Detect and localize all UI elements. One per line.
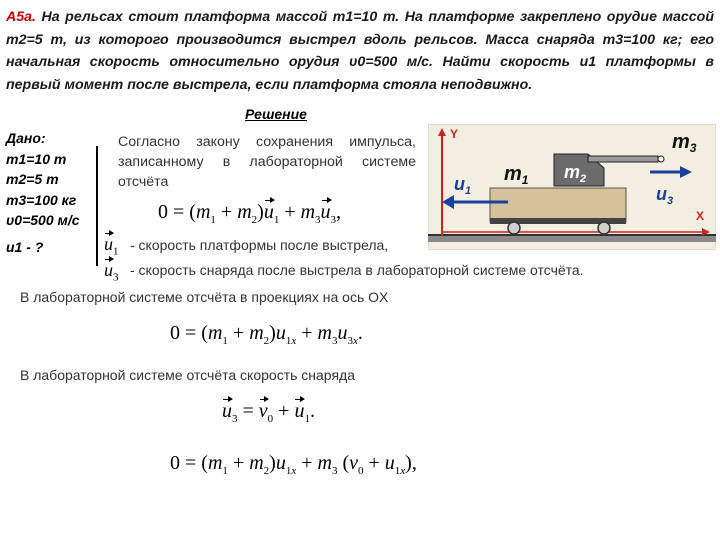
projection-label: В лабораторной системе отсчёта в проекциях на ось OX — [20, 289, 389, 305]
problem-text: На рельсах стоит платформа массой m1=10 т. На платформе закреплено орудие массой m2=5 т, из которого производится выстрел вдоль рельсов. Масса снаряда m3=100 кг; его начальная скорость относительно орудия υ0=500 м/с. Найти скорость u1 платформы в первый момент после выстрела, если платформа стояла неподвижно. — [6, 9, 714, 93]
wheel-right — [598, 222, 610, 234]
given-divider — [96, 146, 98, 266]
given-item: m3=100 кг — [6, 191, 77, 208]
m2-label: $m_2$ — [564, 162, 587, 185]
momentum-projection-formula: $0 = (m_1 + m_2)u_{1x} + m_3u_{3x}$. — [170, 322, 363, 347]
given-block — [6, 128, 80, 257]
given-item: m1=10 т — [6, 150, 67, 167]
gun-barrel — [588, 156, 658, 162]
velocity-addition-formula: $u_3 = v_0 + u_1$. — [222, 400, 315, 425]
x-axis-label: X — [696, 209, 705, 223]
ground — [428, 236, 716, 242]
given-item: υ0=500 м/с — [6, 212, 80, 228]
u1-vector-symbol: $u_1$ — [104, 234, 119, 258]
solution-title: Решение — [245, 106, 307, 122]
platform — [490, 188, 626, 222]
u3-label: $u_3$ — [656, 184, 674, 207]
shell — [658, 156, 664, 162]
problem-statement — [6, 6, 714, 96]
projection-text — [20, 289, 388, 305]
momentum-vector-formula: $0 = (m_1 + m_2)u_1 + m_3u_3$, — [158, 201, 342, 226]
law-text: Согласно закону сохранения импульса, записанному в лабораторной системе отсчёта — [118, 134, 416, 190]
definition-u3: - скорость снаряда после выстрела в лабораторной системе отсчёта. — [130, 262, 584, 278]
platform-diagram — [428, 124, 716, 250]
given-find: u1 - ? — [6, 238, 44, 255]
definition-u1: - скорость платформы после выстрела, — [130, 237, 389, 253]
m3-label: $m_3$ — [672, 131, 697, 155]
wheel-left — [508, 222, 520, 234]
u3-vector-symbol: $u_3$ — [104, 260, 119, 284]
y-axis-label: Y — [450, 127, 459, 141]
given-item: m2=5 т — [6, 171, 59, 187]
given-title: Дано: — [6, 130, 46, 146]
final-formula: $0 = (m_1 + m_2)u_{1x} + m_3$ $(v_0 + u_{1x})$, — [170, 452, 417, 477]
shell-velocity-text: В лабораторной системе отсчёта скорость снаряда — [20, 367, 355, 383]
u1-label: $u_1$ — [454, 174, 472, 197]
problem-tag: А5а. — [6, 9, 36, 25]
m1-label: $m_1$ — [504, 163, 529, 187]
